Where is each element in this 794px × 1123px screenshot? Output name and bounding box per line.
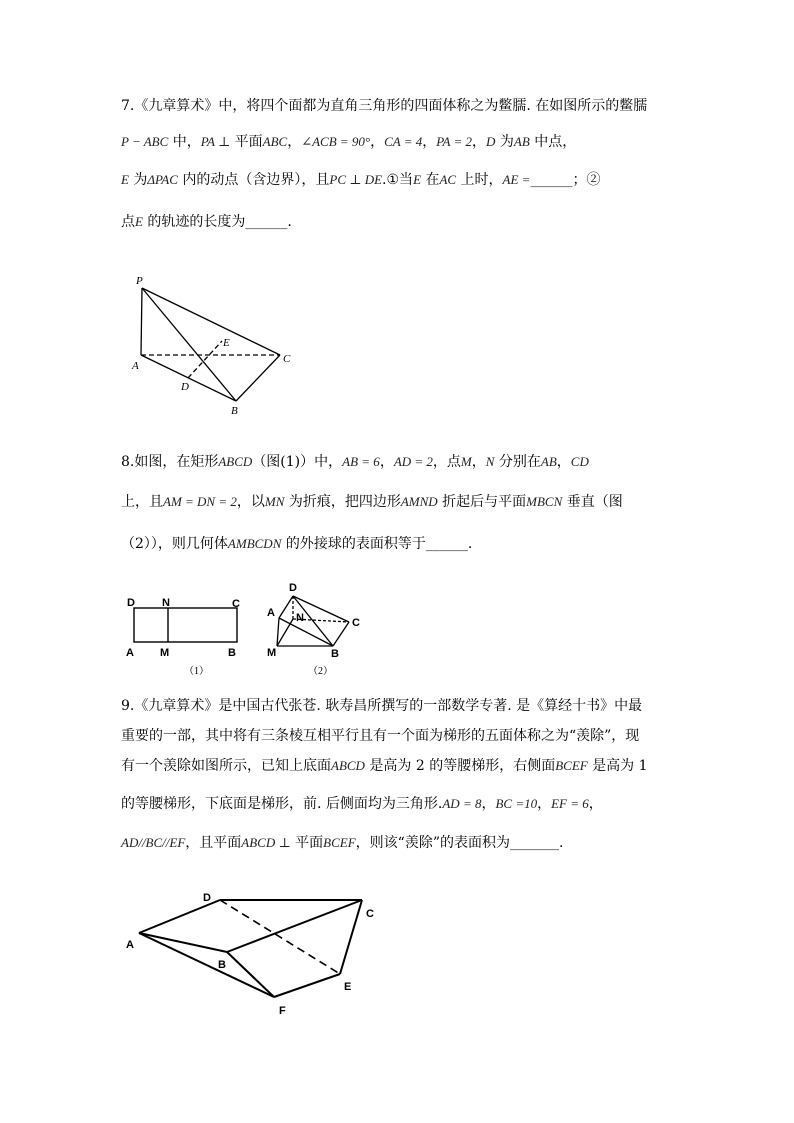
math: BC =10 bbox=[495, 796, 538, 811]
text: 8.如图，在矩形 bbox=[121, 454, 219, 470]
math: AB bbox=[540, 454, 557, 469]
q7-line-3 bbox=[121, 170, 600, 190]
q8-line-3 bbox=[121, 534, 472, 554]
math: AD = 2 bbox=[393, 454, 433, 469]
math: CD bbox=[570, 454, 589, 469]
math: ΔPAC bbox=[147, 172, 178, 187]
label-D: D bbox=[181, 381, 189, 393]
math: M bbox=[460, 454, 472, 469]
label-N: N bbox=[162, 597, 170, 609]
q9-line-1 bbox=[121, 696, 642, 716]
math: PA ⊥ bbox=[200, 134, 231, 149]
q9-line-5 bbox=[121, 833, 563, 853]
text: ， bbox=[287, 134, 302, 150]
math: AM = DN = 2 bbox=[163, 494, 237, 509]
label-C: C bbox=[352, 617, 360, 629]
label-B: B bbox=[218, 959, 226, 971]
text: 在 bbox=[421, 172, 440, 188]
q7-line-2 bbox=[121, 132, 576, 152]
text: ，则该“羡除”的表面积为_______. bbox=[355, 835, 564, 851]
label-A: A bbox=[126, 647, 134, 659]
label-F: F bbox=[279, 1005, 286, 1017]
math: ABCD ⊥ bbox=[241, 835, 291, 850]
q7-line-1 bbox=[121, 96, 647, 116]
q7-figure bbox=[125, 268, 305, 418]
text: ，点 bbox=[432, 454, 461, 470]
edge-DA bbox=[279, 596, 293, 618]
math: EF = 6 bbox=[551, 796, 589, 811]
label-M: M bbox=[160, 647, 170, 659]
edge-PC bbox=[142, 288, 280, 355]
edge-BF bbox=[227, 952, 274, 997]
text: 内的动点（含边界），且 bbox=[177, 172, 330, 188]
text: ， bbox=[588, 796, 603, 812]
label-B: B bbox=[228, 647, 236, 659]
text: 为 bbox=[128, 172, 148, 188]
segment-DE bbox=[188, 341, 222, 378]
label-B: B bbox=[331, 648, 339, 660]
math: AD//BC//EF bbox=[121, 835, 186, 850]
text: 平面 bbox=[230, 134, 263, 150]
label-D: D bbox=[127, 597, 135, 609]
edge-PA bbox=[141, 288, 142, 355]
math: ABCD bbox=[218, 454, 253, 469]
math: ∠ACB = 90° bbox=[301, 134, 371, 149]
text: 折起后与平面 bbox=[437, 494, 527, 510]
math: ABCD bbox=[331, 758, 365, 773]
text: 中， bbox=[168, 134, 201, 150]
math: BCEF bbox=[323, 835, 356, 850]
caption-fig1: （1） bbox=[184, 666, 209, 677]
q9-line-2 bbox=[121, 726, 639, 746]
text: 的等腰梯形，下底面是梯形，前. 后侧面均为三角形. bbox=[121, 796, 443, 812]
edge-BC bbox=[227, 900, 362, 952]
edge-AB bbox=[139, 933, 227, 952]
text: 分别在 bbox=[494, 454, 541, 470]
math: PC ⊥ DE bbox=[329, 172, 383, 187]
label-N: N bbox=[296, 612, 304, 624]
text: 点 bbox=[121, 214, 135, 230]
math: E bbox=[121, 172, 129, 187]
q9-text-1: 9.《九章算术》是中国古代张苍. 耿寿昌所撰写的一部数学专著. 是《算经十书》中最 bbox=[121, 698, 643, 714]
math: AMND bbox=[400, 494, 438, 509]
text: 的轨迹的长度为______. bbox=[142, 214, 292, 230]
text: 中点， bbox=[529, 134, 577, 150]
rectangle-ABCD bbox=[134, 608, 237, 642]
caption-fig2: （2） bbox=[308, 666, 333, 677]
label-A: A bbox=[267, 607, 275, 619]
q7-line-4 bbox=[121, 212, 292, 232]
q8-line-2 bbox=[121, 492, 623, 512]
q9-line-4 bbox=[121, 794, 603, 814]
label-D: D bbox=[289, 582, 297, 594]
text: 上时， bbox=[456, 172, 503, 188]
text: 为 bbox=[495, 134, 514, 150]
q7-text-1: 7.《九章算术》中，将四个面都为直角三角形的四面体称之为鳖臑. 在如图所示的鳖臑 bbox=[121, 98, 648, 114]
edge-PB bbox=[142, 288, 236, 401]
text: ______；② bbox=[530, 172, 601, 188]
text: 为折痕，把四边形 bbox=[284, 494, 401, 510]
math: E bbox=[413, 172, 422, 187]
q9-figure bbox=[118, 880, 388, 1020]
text: ， bbox=[422, 134, 437, 150]
q8-figure-2 bbox=[262, 578, 372, 680]
edge-AD bbox=[139, 900, 220, 933]
label-C: C bbox=[283, 353, 291, 365]
text: ， bbox=[472, 134, 487, 150]
math: AB bbox=[513, 134, 530, 149]
math: D bbox=[486, 134, 496, 149]
label-A: A bbox=[132, 360, 139, 372]
text: ， bbox=[471, 454, 486, 470]
edge-MN bbox=[277, 619, 293, 646]
text: 上，且 bbox=[121, 494, 163, 510]
text: ，以 bbox=[236, 494, 265, 510]
text: 是高为 1 bbox=[587, 758, 648, 774]
math: BCEF bbox=[555, 758, 588, 773]
edge-CB bbox=[236, 355, 280, 401]
text: ， bbox=[537, 796, 552, 812]
math: CA = 4 bbox=[384, 134, 423, 149]
math: MBCN bbox=[526, 494, 563, 509]
text: .①当 bbox=[382, 172, 414, 188]
math: AD = 8 bbox=[442, 796, 482, 811]
q9-line-3 bbox=[121, 756, 648, 776]
text: （2）），则几何体 bbox=[121, 536, 228, 552]
label-B: B bbox=[231, 405, 238, 417]
math: ABC bbox=[262, 134, 288, 149]
edge-AB bbox=[279, 618, 333, 646]
math: E bbox=[135, 214, 143, 229]
text: ， bbox=[481, 796, 496, 812]
math: AMBCDN bbox=[227, 536, 282, 551]
label-C: C bbox=[232, 598, 240, 610]
q9-text-2: 重要的一部，其中将有三条棱互相平行且有一个面为梯形的五面体称之为“羡除”，现 bbox=[121, 728, 640, 744]
q8-line-1 bbox=[121, 452, 589, 472]
label-E: E bbox=[223, 337, 230, 349]
text: ，且平面 bbox=[185, 835, 242, 851]
label-D: D bbox=[203, 892, 211, 904]
text: 有一个羡除如图所示，已知上底面 bbox=[121, 758, 331, 774]
math: AC bbox=[439, 172, 457, 187]
math: AE = bbox=[502, 172, 531, 187]
text: ， bbox=[556, 454, 571, 470]
math: AB = 6 bbox=[342, 454, 380, 469]
math: PA = 2 bbox=[436, 134, 473, 149]
text: ， bbox=[379, 454, 394, 470]
label-C: C bbox=[366, 908, 374, 920]
label-M: M bbox=[267, 647, 277, 659]
text: 垂直（图 bbox=[562, 494, 623, 510]
label-P: P bbox=[136, 275, 143, 287]
q8-figure-1 bbox=[122, 580, 252, 680]
text: 的外接球的表面积等于______. bbox=[281, 536, 473, 552]
text: （图(1)）中， bbox=[252, 454, 343, 470]
edge-AM bbox=[277, 618, 279, 646]
math: P − ABC bbox=[121, 134, 169, 149]
edge-BC bbox=[333, 622, 349, 646]
text: 平面 bbox=[290, 835, 324, 851]
label-A: A bbox=[126, 939, 134, 951]
edge-EC bbox=[340, 900, 362, 974]
text: 是高为 2 的等腰梯形，右侧面 bbox=[364, 758, 556, 774]
math: MN bbox=[264, 494, 285, 509]
math: N bbox=[485, 454, 495, 469]
text: ， bbox=[370, 134, 385, 150]
label-E: E bbox=[344, 981, 352, 993]
edge-FE bbox=[274, 974, 340, 997]
